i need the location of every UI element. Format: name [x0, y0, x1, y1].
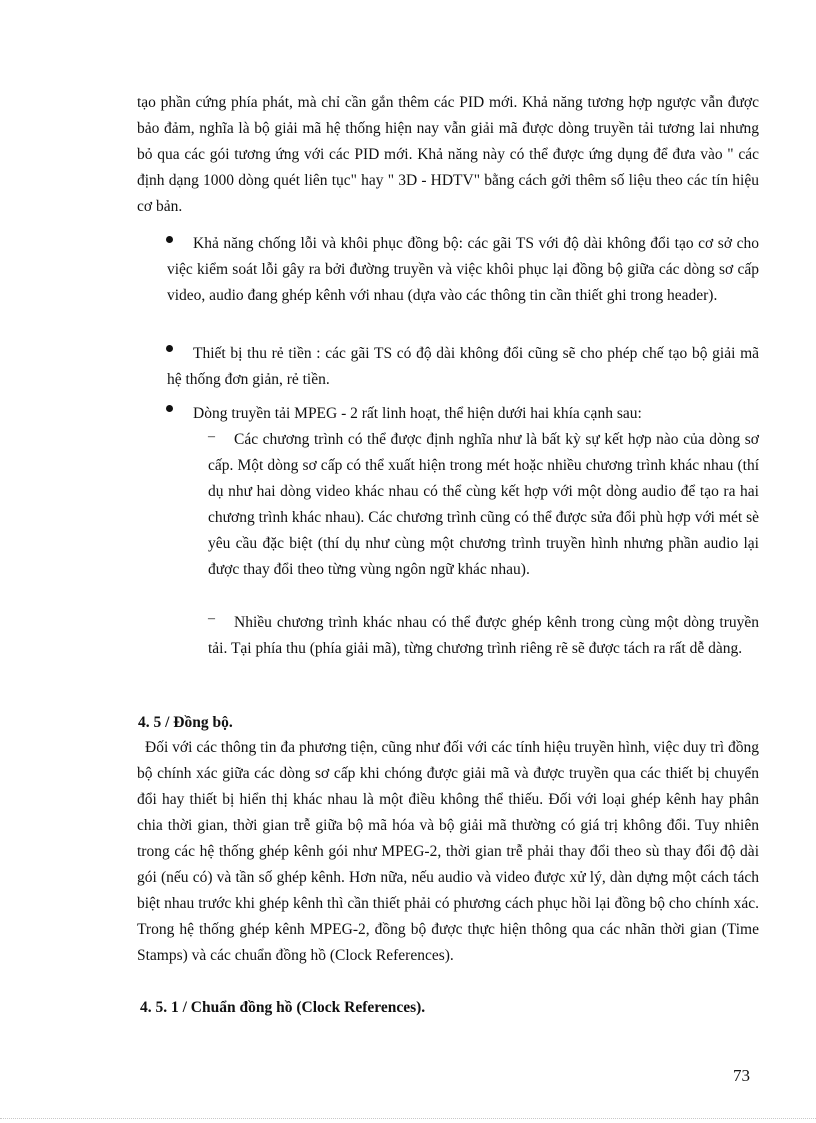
sub-item-multiplexing: Nhiều chương trình khác nhau có thể được ghép kênh trong cùng một dòng truyền tải. Tại phía thu (phía giải mã), từng chương trình riêng rẽ sẽ được tách ra rất dễ dàng. [208, 614, 759, 657]
footer-divider [0, 1118, 816, 1119]
section-heading: 4. 5 / Đồng bộ. [138, 714, 233, 731]
dash-marker: – [208, 611, 215, 626]
page-number: 73 [733, 1066, 750, 1085]
intro-paragraph: tạo phần cứng phía phát, mà chỉ cần gắn thêm các PID mới. Khả năng tương hợp ngược vẫn được bảo đảm, nghĩa là bộ giải mã hệ thống hiện nay vẫn giải mã được dòng truyền tải tương lai nhưng bỏ qua các gói tương ứng với các PID mới. Khả năng này có thể được ứng dụng để đưa vào " các định dạng 1000 dòng quét liên tục" hay " 3D - HDTV" bằng cách gởi thêm số liệu theo các tín hiệu cơ bản. [137, 94, 759, 215]
bullet-item-flexibility: Dòng truyền tải MPEG - 2 rất linh hoạt, thể hiện dưới hai khía cạnh sau: [193, 405, 642, 422]
section-paragraph: Đối với các thông tin đa phương tiện, cũng như đối với các tính hiệu truyền hình, việc duy trì đồng bộ chính xác giữa các dòng sơ cấp khi chóng được giải mã và được truyền qua các thiết bị chuyển đổi hay thiết bị hiển thị khác nhau là một điều không thể thiếu. Đối với loại ghép kênh hay phân chia thời gian, thời gian trễ giữa bộ mã hóa và bộ giải mã thường có giá trị không đổi. Tuy nhiên trong các hệ thống ghép kênh gói như MPEG-2, thời gian trễ phải thay đổi theo sù thay đổi độ dài gói (nếu có) và tần số ghép kênh. Hơn nữa, nếu audio và video được xử lý, dàn dựng một cách tách biệt nhau trước khi ghép kênh thì cần thiết phải có phương cách phục hồi lại đồng bộ cho chính xác. Trong hệ thống ghép kênh MPEG-2, đồng bộ được thực hiện thông qua các nhãn thời gian (Time Stamps) và các chuẩn đồng hồ (Clock References). [137, 739, 759, 964]
bullet-item-error-resilience: Khả năng chống lỗi và khôi phục đồng bộ: các gãi TS với độ dài không đổi tạo cơ sở cho việc kiểm soát lỗi gây ra bởi đường truyền và việc khôi phục lại đồng bộ giữa các dòng sơ cấp video, audio đang ghép kênh với nhau (dựa vào các thông tin cần thiết ghi trong header). [167, 235, 759, 304]
dash-marker: – [208, 429, 215, 444]
bullet-item-cheap-receiver: Thiết bị thu rẻ tiền : các gãi TS có độ dài không đổi cũng sẽ cho phép chế tạo bộ giải mã hệ thống đơn giản, rẻ tiền. [167, 345, 759, 388]
sub-item-program-definition: Các chương trình có thể được định nghĩa như là bất kỳ sự kết hợp nào của dòng sơ cấp. Một dòng sơ cấp có thể xuất hiện trong mét hoặc nhiều chương trình khác nhau (thí dụ như hai dòng video khác nhau có thể cùng kết hợp với một dòng audio để tạo ra hai chương trình khác nhau). Các chương trình cũng có thể được sửa đổi phù hợp với mét sè yêu cầu đặc biệt (thí dụ như cùng một chương trình truyền hình nhưng phần audio lại được thay đổi theo từng vùng ngôn ngữ khác nhau). [208, 431, 759, 578]
subsection-heading: 4. 5. 1 / Chuẩn đồng hồ (Clock References). [140, 999, 426, 1016]
